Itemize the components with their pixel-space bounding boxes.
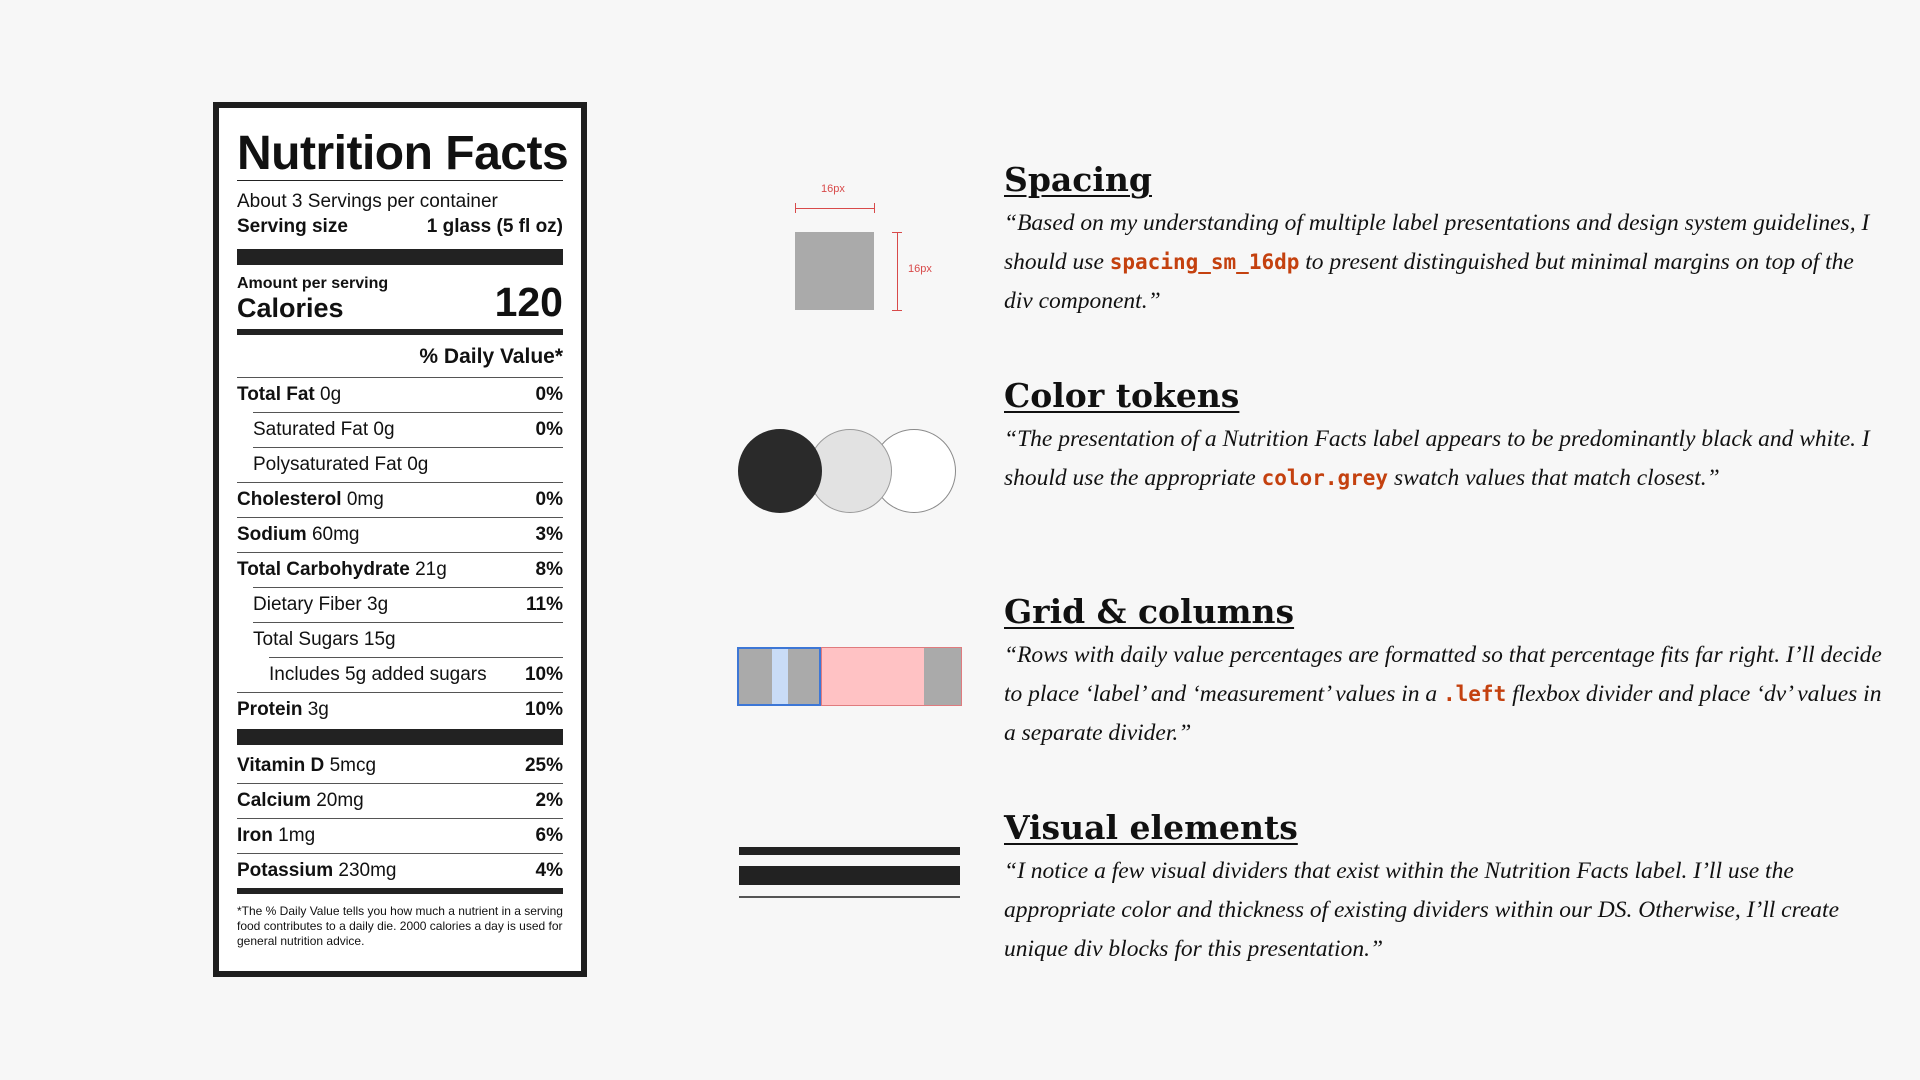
nutrient-name: Total Sugars: [253, 629, 359, 650]
section-body: [1004, 636, 1884, 753]
section-body: [1004, 852, 1884, 969]
section-spacing: [1004, 160, 1884, 321]
height-measure-cap-bottom: [892, 310, 902, 311]
nutrient-amount: 1mg: [278, 825, 316, 846]
nutrient-amount: 0g: [320, 384, 342, 405]
dv-column: [924, 647, 962, 706]
nutrient-name: Protein: [237, 699, 303, 720]
body-text: “Based on my understanding of multiple label presentations and design system guidelines, I should use: [1004, 210, 1870, 275]
nutrient-name: Includes 5g added sugars: [269, 664, 487, 685]
height-measure-line: [897, 232, 898, 310]
body-text: “Rows with daily value percentages are formatted so that percentage fits far right. I’ll decide to place ‘label’ and ‘measurement’ values in a: [1004, 642, 1882, 707]
nutrient-row: [237, 749, 563, 783]
amount-per-serving: Amount per serving: [237, 275, 389, 292]
code-token: color.grey: [1261, 466, 1389, 490]
section-visual-elements: [1004, 808, 1884, 969]
nutrient-name: Iron: [237, 825, 273, 846]
nutrient-dv: 4%: [535, 860, 563, 881]
body-text: flexbox divider and place ‘dv’ values in a separate divider.”: [1004, 681, 1882, 746]
body-text: “The presentation of a Nutrition Facts label appears to be predominantly black and white. I should use the appropriate: [1004, 426, 1870, 491]
nutrient-row: [237, 853, 563, 888]
nutrient-dv: 6%: [535, 825, 563, 846]
code-token: .left: [1443, 682, 1507, 706]
section-body: [1004, 420, 1884, 498]
section-grid-columns: [1004, 592, 1884, 753]
nutrient-row: [237, 783, 563, 818]
nutrient-row: [237, 482, 563, 517]
height-annotation: 16px: [908, 263, 932, 275]
nutrient-dv: 8%: [535, 559, 563, 580]
medium-divider-sample: [739, 847, 960, 855]
nutrient-amount: 0g: [373, 419, 395, 440]
section-title: Color tokens: [1004, 376, 1240, 415]
nutrient-name: Cholesterol: [237, 489, 342, 510]
title-divider: [237, 180, 563, 181]
section-title: Visual elements: [1004, 808, 1298, 847]
section-title: Grid & columns: [1004, 592, 1295, 631]
nutrient-dv: 2%: [535, 790, 563, 811]
serving-size-label: Serving size: [237, 216, 348, 237]
thick-divider-sample: [739, 866, 960, 885]
medium-divider: [237, 329, 563, 335]
nutrient-row: [253, 587, 563, 622]
width-measure-cap-right: [874, 203, 875, 213]
thick-divider-top: [237, 249, 563, 265]
servings-per-container: About 3 Servings per container: [237, 191, 498, 212]
label-title: Nutrition Facts: [237, 127, 569, 180]
nutrient-amount: 0g: [407, 454, 429, 475]
nutrient-name: Calcium: [237, 790, 311, 811]
nutrient-row: [269, 657, 563, 692]
nutrient-amount: 5mcg: [329, 755, 377, 776]
nutrient-name: Total Carbohydrate: [237, 559, 410, 580]
nutrient-dv: 0%: [535, 419, 563, 440]
nutrient-dv: 0%: [535, 489, 563, 510]
nutrient-dv: 10%: [524, 664, 563, 685]
nutrient-row: [253, 412, 563, 447]
nutrient-name: Vitamin D: [237, 755, 325, 776]
nutrient-amount: 3g: [367, 594, 389, 615]
nutrient-amount: 0mg: [346, 489, 384, 510]
nutrient-dv: 10%: [524, 699, 563, 720]
footnote-divider: [237, 888, 563, 894]
nutrient-row: [237, 377, 563, 412]
nutrient-name: Total Fat: [237, 384, 315, 405]
nutrient-amount: 21g: [415, 559, 447, 580]
nutrition-facts-label: [213, 102, 587, 977]
nutrient-name: Polysaturated Fat: [253, 454, 402, 475]
spacing-square: [795, 232, 874, 310]
footnote: *The % Daily Value tells you how much a nutrient in a serving food contributes to a daily die. 2000 calories a day is used for general nutrition advice.: [237, 904, 563, 948]
nutrient-amount: 3g: [307, 699, 329, 720]
serving-size-row: [237, 215, 563, 239]
body-text: swatch values that match closest.”: [1388, 465, 1720, 491]
calories-label: Calories: [237, 293, 344, 323]
grid-columns-illustration: [737, 647, 962, 706]
nutrient-row: [237, 692, 563, 727]
nutrient-list: [233, 377, 567, 727]
spacing-illustration: [788, 178, 948, 318]
nutrient-row: [253, 622, 563, 657]
thick-divider-bottom: [237, 729, 563, 745]
nutrient-dv: 3%: [535, 524, 563, 545]
section-body: [1004, 204, 1884, 321]
nutrient-name: Dietary Fiber: [253, 594, 362, 615]
width-measure-cap-left: [795, 203, 796, 213]
nutrient-dv: 0%: [535, 384, 563, 405]
height-measure-cap-top: [892, 232, 902, 233]
thin-divider-sample: [739, 896, 960, 898]
width-annotation: 16px: [821, 183, 845, 195]
gap-highlight: [772, 649, 788, 704]
vitamin-list: [233, 749, 567, 888]
nutrient-name: Sodium: [237, 524, 307, 545]
section-title: Spacing: [1004, 160, 1152, 199]
body-text: “I notice a few visual dividers that exist within the Nutrition Facts label. I’ll use the appropriate color and thickness of existing dividers within our DS. Otherwise, I’ll create unique div blocks for this presentation.”: [1004, 858, 1840, 962]
calories-value: 120: [494, 279, 563, 325]
nutrient-amount: 60mg: [311, 524, 360, 545]
body-text: to present distinguished but minimal margins on top of the div component.”: [1004, 249, 1854, 314]
nutrient-row: [237, 818, 563, 853]
nutrient-name: Potassium: [237, 860, 334, 881]
swatch-dark: [738, 429, 822, 513]
daily-value-header: % Daily Value*: [419, 345, 563, 368]
nutrient-name: Saturated Fat: [253, 419, 369, 440]
calories-row: [237, 275, 563, 323]
width-measure-line: [795, 208, 874, 209]
serving-size-value: 1 glass (5 fl oz): [426, 216, 563, 237]
nutrient-row: [253, 447, 563, 482]
code-token: spacing_sm_16dp: [1109, 250, 1300, 274]
nutrient-amount: 230mg: [338, 860, 397, 881]
nutrient-row: [237, 517, 563, 552]
nutrient-row: [237, 552, 563, 587]
nutrient-amount: 15g: [363, 629, 396, 650]
nutrient-dv: 11%: [526, 594, 563, 615]
nutrient-dv: 25%: [524, 755, 563, 776]
nutrient-amount: 20mg: [316, 790, 364, 811]
section-color-tokens: [1004, 376, 1884, 498]
